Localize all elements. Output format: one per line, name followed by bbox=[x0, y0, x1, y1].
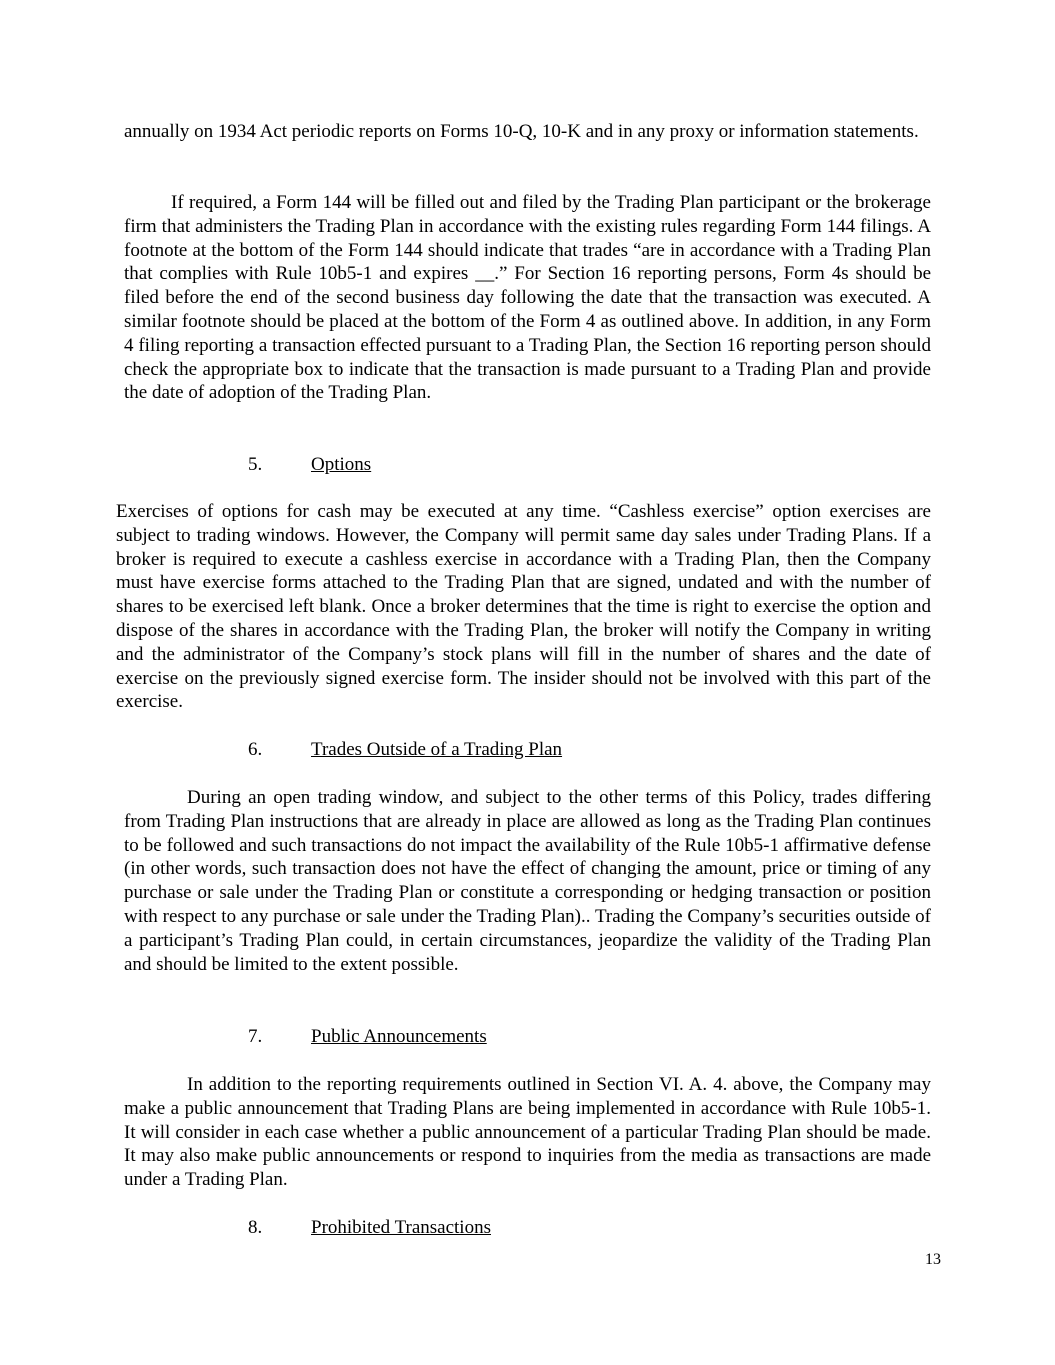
section-number: 7. bbox=[248, 1026, 263, 1047]
section-heading-trades-outside bbox=[248, 738, 562, 762]
section-title: Trades Outside of a Trading Plan bbox=[311, 739, 563, 760]
section-title: Public Announcements bbox=[311, 1026, 487, 1047]
paragraph-options: Exercises of options for cash may be executed at any time. “Cashless exercise” option exercises are subject to trading windows. However, the Company will permit same day sales under Trading Plans. If a broker is required to execute a cashless exercise in accordance with a Trading Plan, then the Company must have exercise forms attached to the Trading Plan that are signed, undated and with the number of shares to be exercised left blank. Once a broker determines that the time is right to exercise the option and dispose of the shares in accordance with the Trading Plan, the broker will notify the Company in writing and the administrator of the Company’s stock plans will fill in the number of shares and the date of exercise on the previously signed exercise form. The insider should not be involved with this part of the exercise. bbox=[116, 501, 931, 713]
section-heading-options bbox=[248, 453, 371, 477]
section-heading-public-announcements bbox=[248, 1025, 487, 1049]
section-number: 6. bbox=[248, 739, 263, 760]
section-title: Options bbox=[311, 454, 372, 475]
section-number: 8. bbox=[248, 1217, 263, 1238]
page-number: 13 bbox=[925, 1251, 941, 1268]
paragraph-public-announcements: In addition to the reporting requirements outlined in Section VI. A. 4. above, the Company may make a public announcement that Trading Plans are being implemented in accordance with Rule 10b5-1. It will consider in each case whether a public announcement of a particular Trading Plan should be made. It may also make public announcements or respond to inquiries from the media as transactions are made under a Trading Plan. bbox=[124, 1074, 931, 1191]
section-heading-prohibited-transactions bbox=[248, 1216, 491, 1240]
section-title: Prohibited Transactions bbox=[311, 1217, 491, 1238]
paragraph-form-144-filings: If required, a Form 144 will be filled out and filed by the Trading Plan participant or the brokerage firm that administers the Trading Plan in accordance with the existing rules regarding Form 144 filings. A footnote at the bottom of the Form 144 should indicate that trades “are in accordance with a Trading Plan that complies with Rule 10b5-1 and expires __.” For Section 16 reporting persons, Form 4s should be filed before the end of the second business day following the date that the transaction was executed. A similar footnote should be placed at the bottom of the Form 4 as outlined above. In addition, in any Form 4 filing reporting a transaction effected pursuant to a Trading Plan, the Section 16 reporting person should check the appropriate box to indicate that the transaction is made pursuant to a Trading Plan and provide the date of adoption of the Trading Plan. bbox=[124, 192, 931, 404]
section-number: 5. bbox=[248, 454, 263, 475]
paragraph-continued: annually on 1934 Act periodic reports on Forms 10-Q, 10-K and in any proxy or information statements. bbox=[124, 121, 919, 142]
paragraph-trades-outside: During an open trading window, and subject to the other terms of this Policy, trades differing from Trading Plan instructions that are already in place are allowed as long as the Trading Plan continues to be followed and such transactions do not impact the availability of the Rule 10b5-1 affirmative defense (in other words, such transaction does not have the effect of changing the amount, price or timing of any purchase or sale under the Trading Plan or constitute a corresponding or hedging transaction or position with respect to any purchase or sale under the Trading Plan).. Trading the Company’s securities outside of a participant’s Trading Plan could, in certain circumstances, jeopardize the validity of the Trading Plan and should be limited to the extent possible. bbox=[124, 787, 931, 975]
